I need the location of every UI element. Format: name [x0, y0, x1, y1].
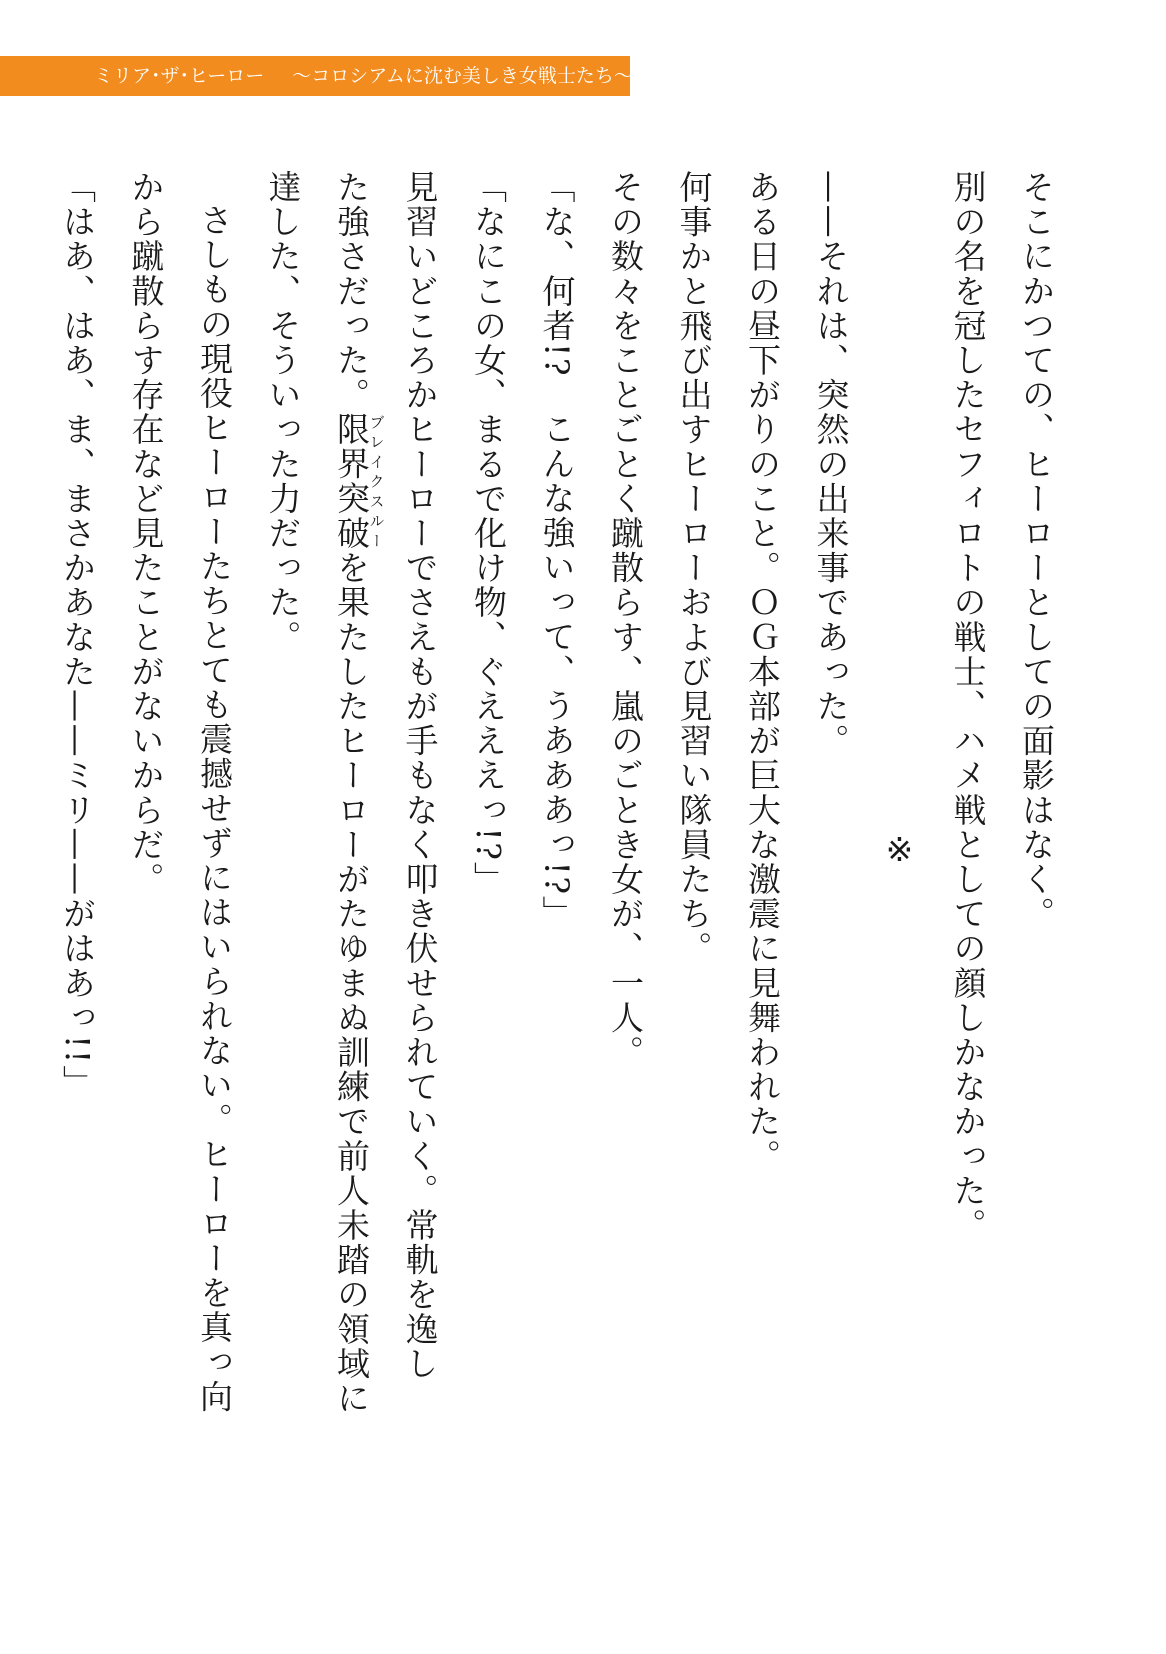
series-subtitle: ～コロシアムに沈む美しき女戦士たち～	[292, 65, 633, 87]
running-header	[0, 56, 633, 96]
text-line-8	[317, 170, 386, 1590]
text-line-8-end: を果たしたヒーローがたゆまぬ訓練で前人未踏の領域に	[332, 550, 371, 1416]
ruby-base: 限界突破	[332, 412, 371, 551]
vertical-body-text	[58, 170, 1070, 1590]
text-line-3: ——それは、突然の出来事であった。	[811, 170, 851, 759]
text-line-5: 何事かと飛び出すヒーローおよび見習い隊員たち。	[674, 170, 714, 966]
text-line-7: 見習いどころかヒーローでさえもが手もなく叩き伏せられていく。常軌を逸し	[400, 170, 440, 1381]
text-line-9: 達した、そういった力だった。	[263, 170, 303, 655]
text-line-11: から蹴散らす存在など見たことがないからだ。	[126, 170, 166, 897]
text-line-2: 別の名を冠したセフィロトの戦士、ハメ戦としての顔しかなかった。	[948, 170, 988, 1243]
text-line-10: さしもの現役ヒーローたちとても震撼せずにはいられない。ヒーローを真っ向	[195, 203, 234, 1414]
series-title: ミリア･ザ･ヒーロー	[94, 65, 265, 87]
scene-break-mark: ※	[880, 830, 919, 871]
dialogue-line-1: 「な、何者!? こんな強いって、うあああっ!?」	[537, 170, 577, 931]
dialogue-line-3: 「はあ、はあ、ま、まさかあなた——ミリ——がはあっ!!」	[58, 170, 97, 1100]
ruby-annotation	[332, 412, 386, 551]
text-line-1: そこにかつての、ヒーローとしての面影はなく。	[1017, 170, 1056, 932]
dialogue-line-2: 「なにこの女、まるで化け物、ぐえええっ!?」	[469, 170, 508, 897]
text-line-4: ある日の昼下がりのこと。ＯＧ本部が巨大な激震に見舞われた。	[743, 170, 782, 1174]
text-line-8-start: た強さだった。	[332, 170, 371, 413]
text-line-6: その数々をことごとく蹴散らす、嵐のごとき女が、一人。	[606, 170, 645, 1070]
ruby-reading: ブレイクスルー	[367, 412, 386, 551]
